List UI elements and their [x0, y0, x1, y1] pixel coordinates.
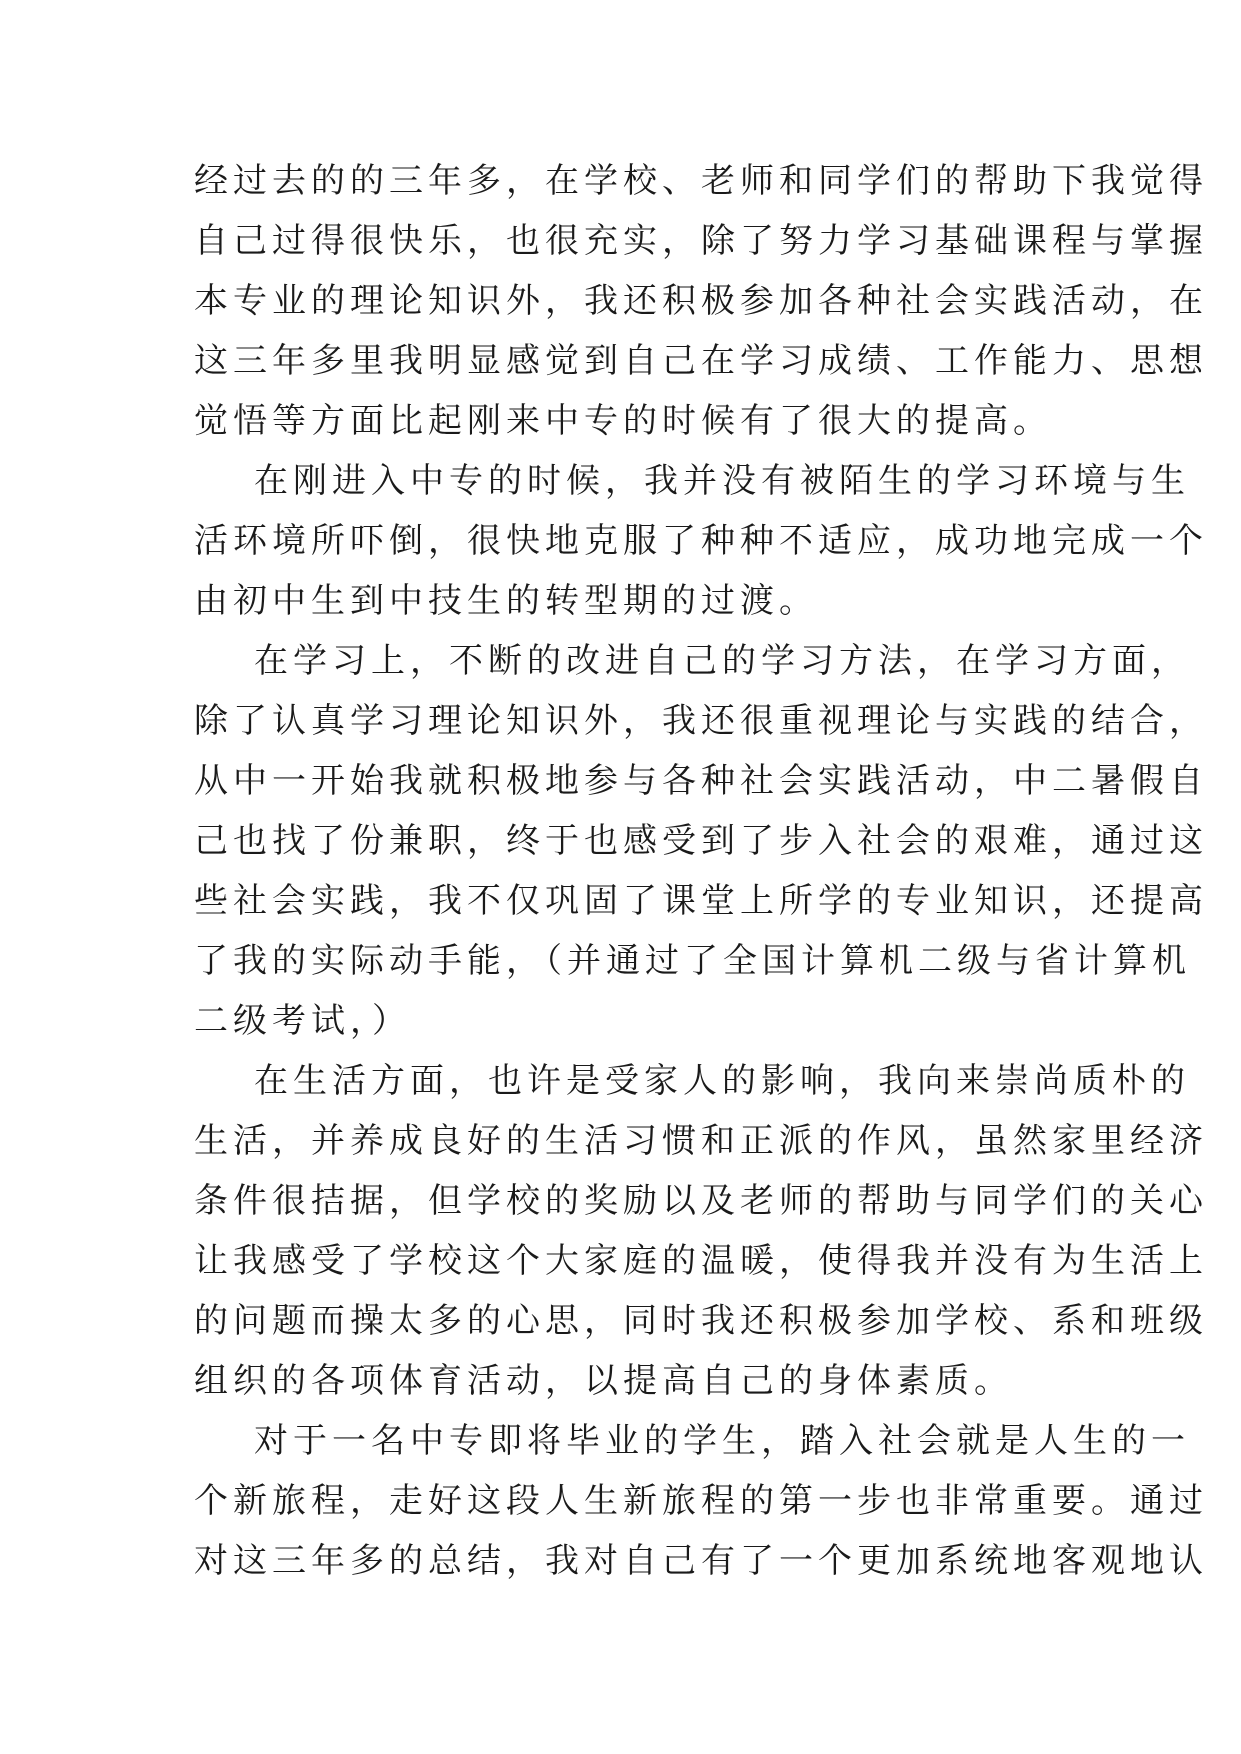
- text-line: 对于一名中专即将毕业的学生，踏入社会就是人生的一: [254, 1421, 1190, 1461]
- text-line: 在生活方面，也许是受家人的影响，我向来崇尚质朴的: [254, 1061, 1190, 1101]
- text-line: 的问题而操太多的心思，同时我还积极参加学校、系和班级: [194, 1301, 1208, 1341]
- text-line: 经过去的的三年多，在学校、老师和同学们的帮助下我觉得: [194, 161, 1208, 201]
- text-line: 对这三年多的总结，我对自己有了一个更加系统地客观地认: [194, 1541, 1208, 1581]
- body-text: [194, 151, 1208, 1591]
- text-line: 让我感受了学校这个大家庭的温暖，使得我并没有为生活上: [194, 1241, 1208, 1281]
- text-line: 条件很拮据，但学校的奖励以及老师的帮助与同学们的关心: [194, 1181, 1208, 1221]
- text-line: 在学习上，不断的改进自己的学习方法，在学习方面，: [254, 641, 1190, 681]
- text-line: 觉悟等方面比起刚来中专的时候有了很大的提高。: [194, 401, 1052, 441]
- text-line: 组织的各项体育活动，以提高自己的身体素质。: [194, 1361, 1013, 1401]
- text-line: 除了认真学习理论知识外，我还很重视理论与实践的结合，: [194, 701, 1208, 741]
- text-line: 自己过得很快乐，也很充实，除了努力学习基础课程与掌握: [194, 221, 1208, 261]
- text-line: 个新旅程，走好这段人生新旅程的第一步也非常重要。通过: [194, 1481, 1208, 1521]
- text-line: 些社会实践，我不仅巩固了课堂上所学的专业知识，还提高: [194, 881, 1208, 921]
- text-line: 了我的实际动手能，（并通过了全国计算机二级与省计算机: [194, 941, 1191, 981]
- text-line: 从中一开始我就积极地参与各种社会实践活动，中二暑假自: [194, 761, 1208, 801]
- text-line: 生活，并养成良好的生活习惯和正派的作风，虽然家里经济: [194, 1121, 1208, 1161]
- text-line: 活环境所吓倒，很快地克服了种种不适应，成功地完成一个: [194, 521, 1208, 561]
- text-line: 这三年多里我明显感觉到自己在学习成绩、工作能力、思想: [194, 341, 1208, 381]
- text-line: 本专业的理论知识外，我还积极参加各种社会实践活动，在: [194, 281, 1208, 321]
- text-line: 己也找了份兼职，终于也感受到了步入社会的艰难，通过这: [194, 821, 1208, 861]
- text-line: 在刚进入中专的时候，我并没有被陌生的学习环境与生: [254, 461, 1190, 501]
- text-line: 二级考试，）: [194, 1001, 411, 1041]
- text-line: 由初中生到中技生的转型期的过渡。: [194, 581, 818, 621]
